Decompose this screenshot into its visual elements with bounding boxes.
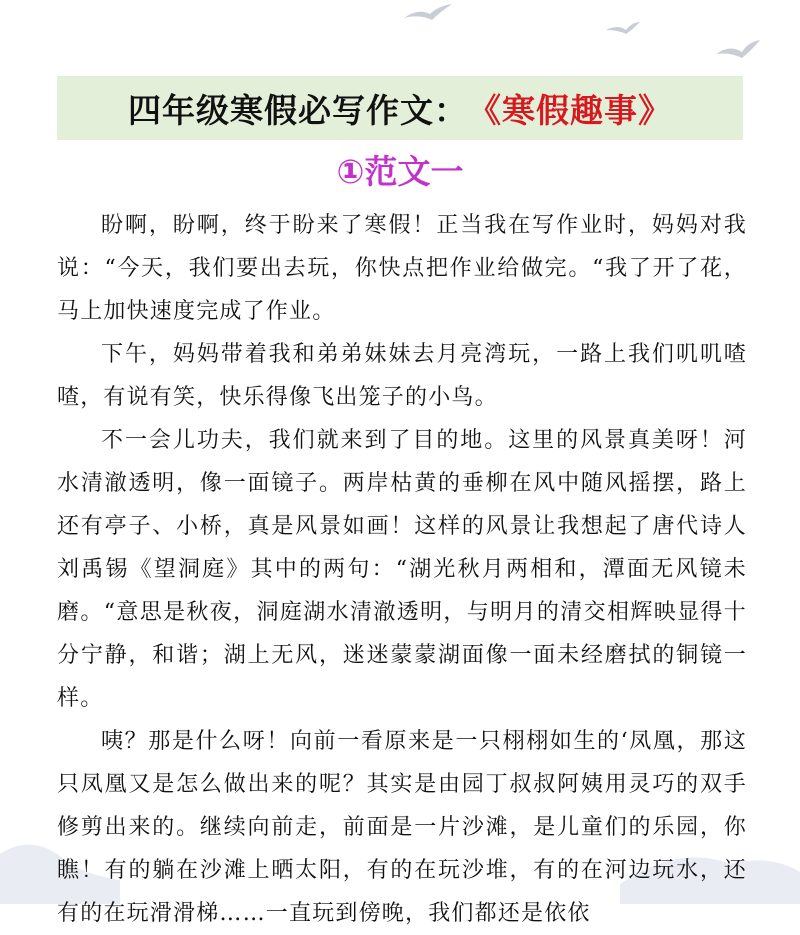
title-banner xyxy=(57,76,743,140)
decorative-birds xyxy=(0,0,800,80)
bird-icon xyxy=(716,40,760,58)
title-text: 四年级寒假必写作文： xyxy=(128,90,468,130)
paragraph: 盼啊，盼啊，终于盼来了寒假！正当我在写作业时，妈妈对我说：“今天，我们要出去玩，你快点把作业给做完。“我了开了花，马上加快速度完成了作业。 xyxy=(57,213,747,324)
bird-icon xyxy=(404,4,452,20)
paragraph: 不一会儿功夫，我们就来到了目的地。这里的风景真美呀！河水清澈透明，像一面镜子。两岸枯黄的垂柳在风中随风摇摆，路上还有亭子、小桥，真是风景如画！这样的风景让我想起了唐代诗人刘禹锡《望洞庭》其中的两句：“湖光秋月两相和，潭面无风镜未磨。“意思是秋夜，洞庭湖水清澈透明，与明月的清交相辉映显得十分宁静，和谐；湖上无风，迷迷蒙蒙湖面像一面未经磨拭的铜镜一样。 xyxy=(57,428,747,711)
essay-body xyxy=(57,204,747,935)
paragraph: 咦？那是什么呀！向前一看原来是一只栩栩如生的‘凤凰，那这只凤凰又是怎么做出来的呢？其实是由园丁叔叔阿姨用灵巧的双手修剪出来的。继续向前走，前面是一片沙滩，是儿童们的乐园，你瞧！有的躺在沙滩上晒太阳，有的在玩沙堆，有的在河边玩水，还有的在玩滑滑梯……一直玩到傍晚，我们都还是依依 xyxy=(57,729,747,926)
paragraph: 下午，妈妈带着我和弟弟妹妹去月亮湾玩，一路上我们叽叽喳喳，有说有笑，快乐得像飞出笼子的小鸟。 xyxy=(57,342,747,410)
title-highlight: 《寒假趣事》 xyxy=(468,90,672,130)
section-subtitle: ①范文一 xyxy=(336,152,464,191)
bird-icon xyxy=(606,22,640,34)
